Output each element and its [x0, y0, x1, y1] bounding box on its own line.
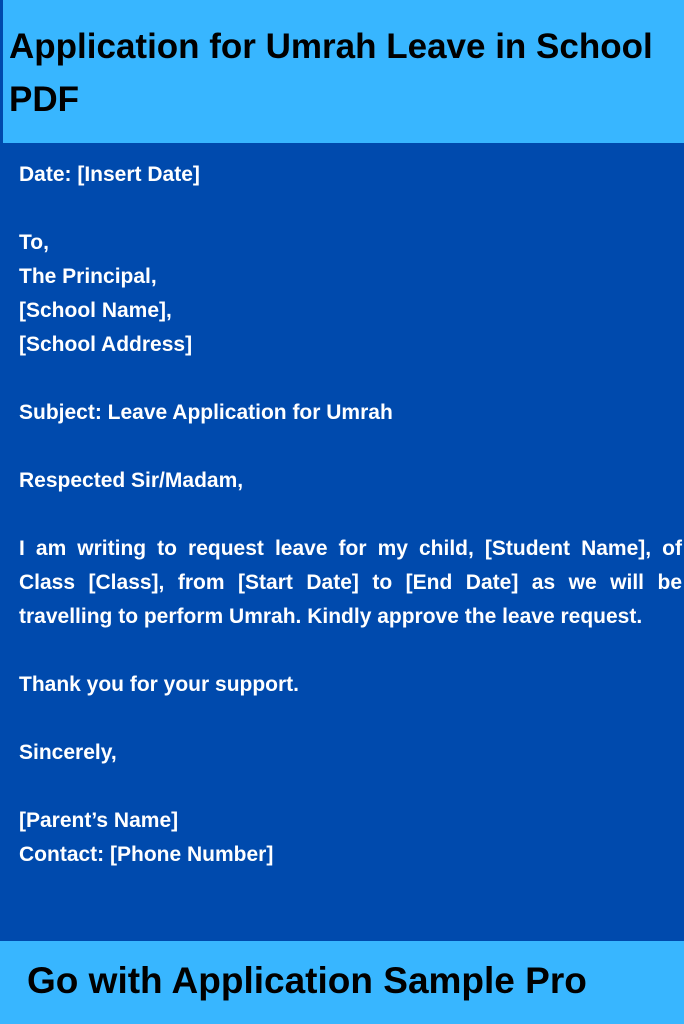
letter-school-name: [School Name],: [19, 299, 172, 322]
spacer: [19, 362, 684, 396]
footer-tagline: Go with Application Sample Pro: [27, 960, 587, 1001]
letter-panel: [0, 143, 684, 941]
spacer: [19, 192, 684, 226]
letter-subject: Subject: Leave Application for Umrah: [19, 401, 393, 424]
footer-banner: [0, 941, 684, 1024]
letter-salutation: Respected Sir/Madam,: [19, 469, 244, 492]
spacer: [19, 430, 684, 464]
page-title: Application for Umrah Leave in School PDF: [9, 27, 653, 119]
letter-closing: Sincerely,: [19, 741, 117, 764]
letter-date: Date: [Insert Date]: [19, 163, 200, 186]
letter-school-address: [School Address]: [19, 333, 193, 356]
letter-recipient: The Principal,: [19, 265, 157, 288]
letter-to: To,: [19, 231, 49, 254]
spacer: [19, 702, 684, 736]
letter-sender-name: [Parent’s Name]: [19, 809, 179, 832]
header-banner: [0, 0, 684, 143]
letter-content: [19, 158, 684, 872]
spacer: [19, 498, 684, 532]
letter-thanks: Thank you for your support.: [19, 673, 300, 696]
spacer: [19, 770, 684, 804]
spacer: [19, 634, 684, 668]
letter-contact: Contact: [Phone Number]: [19, 843, 274, 866]
letter-body: I am writing to request leave for my child, [Student Name], of Class [Class], from [Start Date] to [End Date] as we will be travelling to perform Umrah. Kindly approve the leave request.: [19, 537, 682, 628]
